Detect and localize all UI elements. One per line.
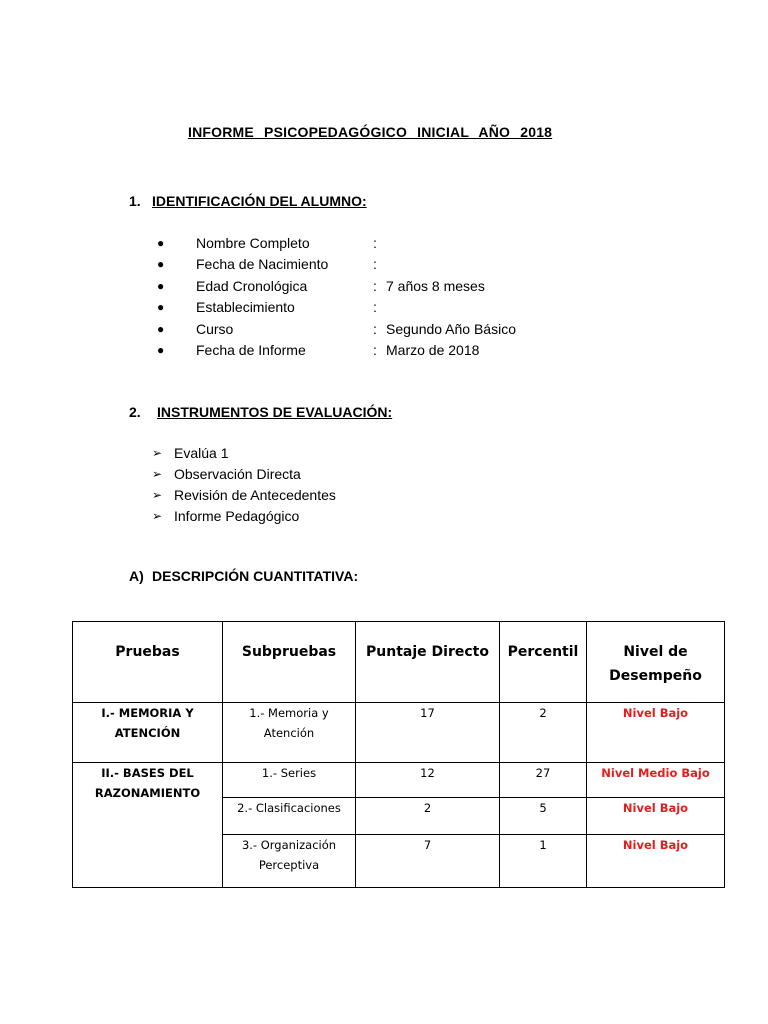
percentil-cell: 2 — [500, 703, 587, 763]
info-separator: : — [373, 235, 377, 251]
evaluation-table — [72, 621, 725, 888]
puntaje-cell: 17 — [356, 703, 500, 763]
subprueba-cell: 2.- Clasificaciones — [223, 798, 356, 835]
info-value: 7 años 8 meses — [386, 277, 485, 294]
info-separator: : — [373, 277, 377, 294]
table-row — [73, 703, 725, 763]
subprueba-cell: 1.- Series — [223, 763, 356, 798]
header-percentil: Percentil — [500, 622, 587, 703]
info-separator: : — [373, 341, 377, 358]
info-label: Curso — [196, 320, 234, 337]
header-subpruebas: Subpruebas — [223, 622, 356, 703]
nivel-cell: Nivel Bajo — [587, 798, 725, 835]
info-label: Establecimiento — [196, 299, 295, 316]
arrow-bullet-icon: ➢ — [152, 467, 163, 481]
info-separator: : — [373, 320, 377, 337]
info-label: Nombre Completo — [196, 235, 310, 251]
section-a-heading — [129, 568, 358, 584]
table-header-row — [73, 622, 725, 703]
instrument-label: Informe Pedagógico — [174, 508, 300, 524]
header-pruebas: Pruebas — [73, 622, 223, 703]
section-a-number: A) — [129, 568, 144, 584]
info-value: Marzo de 2018 — [386, 341, 480, 358]
section-2-heading — [129, 404, 392, 420]
info-label: Edad Cronológica — [196, 277, 308, 294]
bullet-icon: ● — [157, 300, 165, 315]
arrow-bullet-icon: ➢ — [152, 488, 163, 502]
arrow-bullet-icon: ➢ — [152, 446, 163, 460]
instrument-label: Revisión de Antecedentes — [174, 487, 336, 503]
section-1-number: 1. — [129, 193, 141, 209]
puntaje-cell: 7 — [356, 835, 500, 888]
subprueba-cell: 3.- Organización Perceptiva — [223, 835, 356, 888]
section-a-title: DESCRIPCIÓN CUANTITATIVA: — [152, 568, 359, 584]
bullet-icon: ● — [157, 278, 165, 293]
bullet-icon: ● — [157, 321, 165, 336]
document-title: INFORME PSICOPEDAGÓGICO INICIAL AÑO 2018 — [188, 124, 553, 140]
section-1-heading — [129, 193, 367, 209]
info-value: Segundo Año Básico — [386, 320, 516, 337]
section-2-number: 2. — [129, 404, 141, 420]
percentil-cell: 27 — [500, 763, 587, 798]
bullet-icon: ● — [157, 236, 165, 250]
prueba-cell: I.- MEMORIA Y ATENCIÓN — [73, 703, 223, 763]
header-nivel: Nivel de Desempeño — [587, 622, 725, 703]
percentil-cell: 1 — [500, 835, 587, 888]
instrument-label: Evalúa 1 — [174, 445, 229, 461]
instrument-label: Observación Directa — [174, 466, 301, 482]
section-2-title: INSTRUMENTOS DE EVALUACIÓN: — [157, 404, 393, 420]
table-row — [73, 763, 725, 798]
nivel-cell: Nivel Medio Bajo — [587, 763, 725, 798]
subprueba-cell: 1.- Memoria y Atención — [223, 703, 356, 763]
puntaje-cell: 12 — [356, 763, 500, 798]
prueba-cell: II.- BASES DEL RAZONAMIENTO — [73, 763, 223, 888]
percentil-cell: 5 — [500, 798, 587, 835]
puntaje-cell: 2 — [356, 798, 500, 835]
bullet-icon: ● — [157, 342, 165, 357]
info-separator: : — [373, 256, 377, 273]
nivel-cell: Nivel Bajo — [587, 835, 725, 888]
info-label: Fecha de Nacimiento — [196, 256, 329, 273]
nivel-cell: Nivel Bajo — [587, 703, 725, 763]
section-1-title: IDENTIFICACIÓN DEL ALUMNO: — [152, 193, 367, 209]
info-separator: : — [373, 299, 377, 316]
bullet-icon: ● — [157, 257, 165, 272]
header-puntaje: Puntaje Directo — [356, 622, 500, 703]
arrow-bullet-icon: ➢ — [152, 509, 163, 523]
info-label: Fecha de Informe — [196, 341, 306, 358]
